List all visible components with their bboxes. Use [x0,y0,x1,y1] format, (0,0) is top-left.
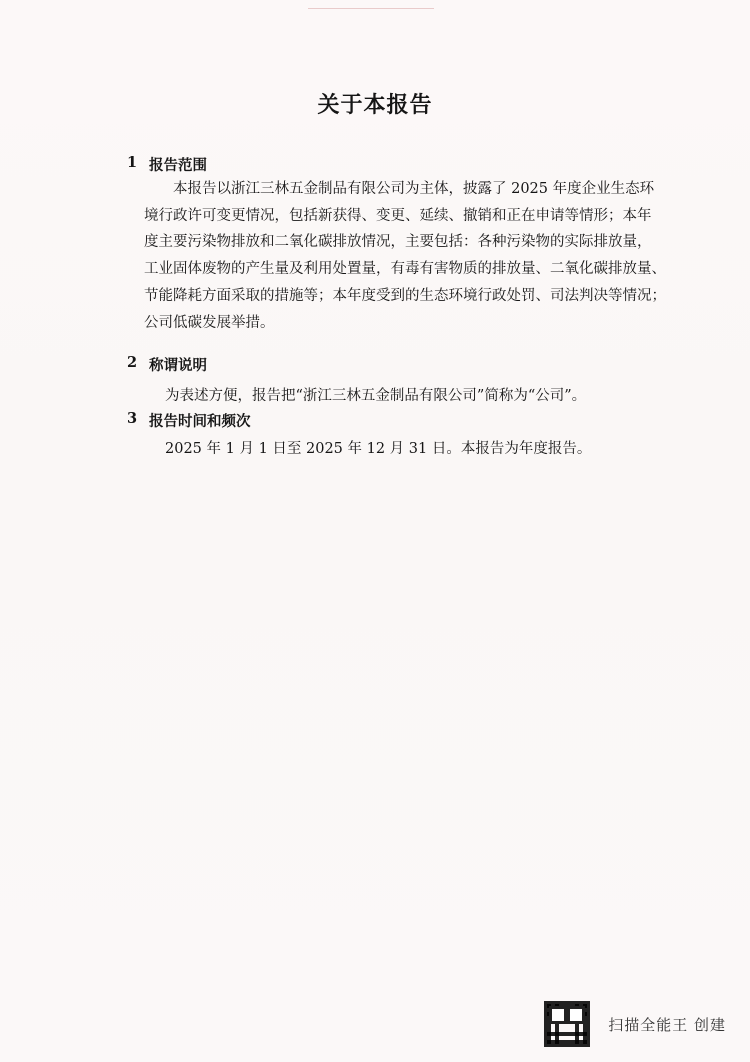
paragraph-line: 公司低碳发展举措。 [144,314,275,331]
qr-code-icon [544,1001,590,1047]
paragraph-line: 境行政许可变更情况，包括新获得、变更、延续、撤销和正在申请等情形；本年 [144,207,652,224]
section-number: 3 [127,410,138,427]
paragraph-line: 工业固体废物的产生量及利用处置量，有毒有害物质的排放量、二氧化碳排放量、 [144,261,666,278]
section-number: 1 [127,154,138,171]
section-title: 报告时间和频次 [149,413,251,430]
section-heading-report-period [127,410,251,431]
paragraph-line: 本报告以浙江三林五金制品有限公司为主体，披露了 2025 年度企业生态环 [173,181,655,197]
watermark-text: 扫描全能王 创建 [608,1015,726,1034]
paragraph-line: 度主要污染物排放和二氧化碳排放情况，主要包括：各种污染物的实际排放量， [144,234,652,251]
section-number: 2 [127,354,138,371]
scanner-watermark [544,1001,726,1047]
section-title: 报告范围 [149,157,207,174]
scan-edge-mark [308,0,434,9]
paragraph-line: 节能降耗方面采取的措施等；本年度受到的生态环境行政处罚、司法判决等情况； [144,287,666,304]
page-title: 关于本报告 [317,92,433,118]
terminology-paragraph: 为表述方便，报告把“浙江三林五金制品有限公司”简称为“公司”。 [165,388,587,404]
section-title: 称谓说明 [149,357,207,374]
report-period-paragraph: 2025 年 1 月 1 日至 2025 年 12 月 31 日。本报告为年度报告。 [165,441,592,457]
section-heading-report-scope [127,154,207,175]
report-scope-paragraph [144,176,666,336]
section-heading-terminology [127,354,207,375]
